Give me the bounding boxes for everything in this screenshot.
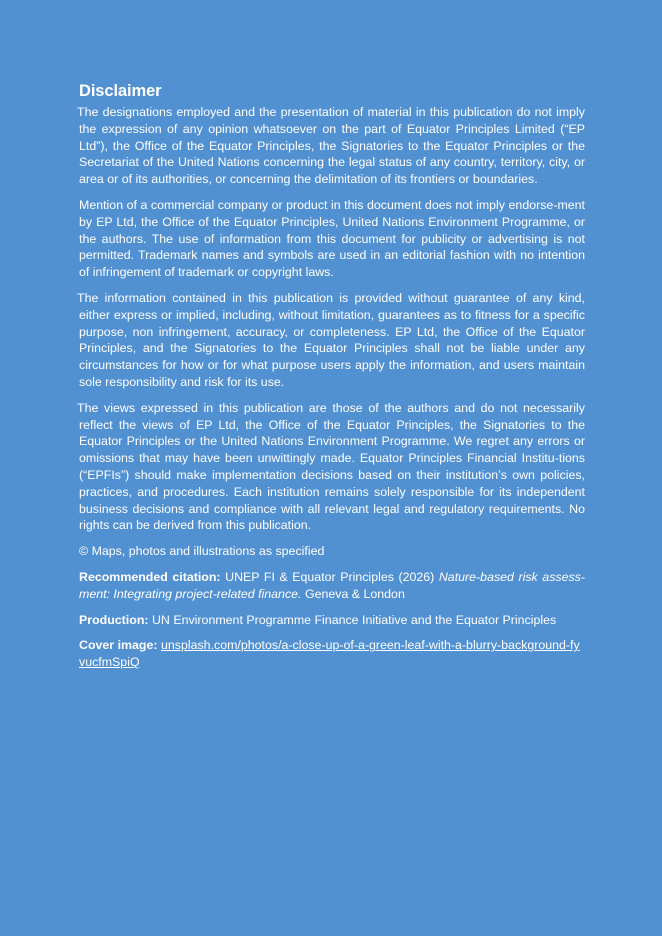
production-text: UN Environment Programme Finance Initiative and the Equator Principles	[151, 612, 557, 627]
cover-image-credit	[79, 637, 585, 671]
disclaimer-paragraph-designations: The designations employed and the presentation of material in this publication do not imply the expression of any opinion whatsoever on the part of Equator Principles Limited (“EP Ltd”), the Office of the Equator Principles, the Signatories to the Equator Principles or the Secretariat of the United Nations concerning the legal status of any country, territory, city, or area or of its authorities, or concerning the delimitation of its frontiers or boundaries.	[77, 105, 585, 187]
disclaimer-paragraph-endorsement: Mention of a commercial company or product in this document does not imply endorse-ment by EP Ltd, the Office of the Equator Principles, United Nations Environment Programme, or the authors. The use of information from this document for publicity or advertising is not permitted. Trademark names and symbols are used in an editorial fashion with no intention of infringement of trademark or copyright laws.	[79, 197, 585, 280]
cover-image-link[interactable]: unsplash.com/photos/a-close-up-of-a-green-leaf-with-a-blurry-background-fyvucfmSpiQ	[79, 638, 580, 670]
recommended-citation	[79, 569, 585, 603]
production-credit	[79, 612, 585, 629]
citation-label: Recommended citation:	[79, 569, 221, 584]
cover-image-label: Cover image:	[79, 638, 158, 653]
disclaimer-title: Disclaimer	[79, 82, 162, 100]
citation-title: Nature-based risk assess-ment: Integrating project-related finance.	[79, 569, 585, 601]
citation-place: Geneva & London	[304, 586, 405, 601]
copyright-note: © Maps, photos and illustrations as specified	[79, 544, 325, 559]
production-label: Production:	[79, 612, 149, 627]
disclaimer-paragraph-guarantee: The information contained in this publication is provided without guarantee of any kind, either express or implied, including, without limitation, guarantees as to fitness for a specific purpose, non infringement, accuracy, or completeness. EP Ltd, the Office of the Equator Principles, and the Signatories to the Equator Principles shall not be liable under any circumstances for how or for what purpose users apply the information, and users maintain sole responsibility and risk for its use.	[77, 290, 585, 389]
disclaimer-paragraph-views: The views expressed in this publication are those of the authors and do not necessarily reflect the views of EP Ltd, the Office of the Equator Principles, the Signatories to the Equator Principles or the United Nations Environment Programme. We regret any errors or omissions that may have been unwittingly made. Equator Principles Financial Institu-tions (“EPFIs”) should make implementation decisions based on their institution’s own policies, practices, and procedures. Each institution remains solely responsible for its independent business decisions and compliance with all relevant legal and regulatory requirements. No rights can be derived from this publication.	[77, 400, 585, 533]
citation-authors: UNEP FI & Equator Principles (2026)	[225, 569, 435, 584]
